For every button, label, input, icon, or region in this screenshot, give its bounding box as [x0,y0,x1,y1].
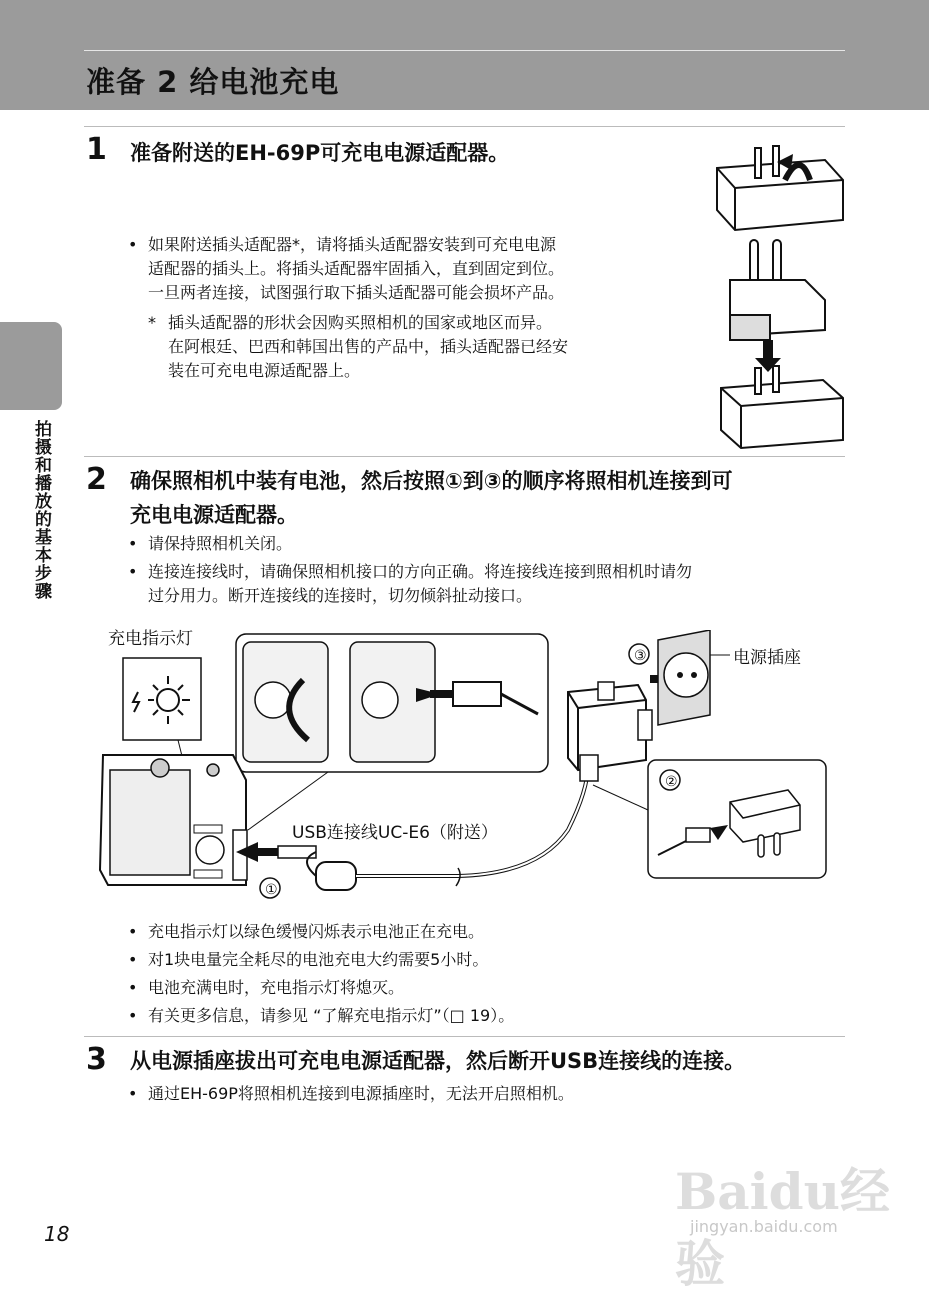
step3-bullet-text: 通过EH-69P将照相机连接到电源插座时，无法开启照相机。 [148,1084,574,1103]
lamp-icon [157,689,179,711]
step2-bullet-after [128,920,848,944]
step2-bullet-line: 请保持照相机关闭。 [148,534,293,553]
step2-title-line: 确保照相机中装有电池，然后按照①到③的顺序将照相机连接到可 [130,469,733,493]
note-star: * [148,313,156,332]
bullet-dot: • [128,922,138,941]
marker-2: ② [665,774,678,790]
step2-bullet-after-text: 充电指示灯以绿色缓慢闪烁表示电池正在充电。 [148,922,485,941]
step1-bullet-line: 适配器的插头上。将插头适配器牢固插入，直到固定到位。 [148,259,565,278]
step1-number: 1 [86,132,107,167]
step1-bullet-line: 如果附送插头适配器*，请将插头适配器安装到可充电电源 [148,235,557,254]
step2-bullet-after [128,1004,848,1028]
step2-bullet [128,560,848,608]
marker-1: ① [265,882,278,898]
bullet-dot: • [128,235,138,254]
watermark-url: jingyan.baidu.com [690,1217,838,1236]
page-number: 18 [44,1222,70,1246]
step2-title-line: 充电电源适配器。 [130,503,298,527]
side-tab [0,322,62,410]
watermark-brand: Baidu经验 [675,1162,890,1293]
step3-number: 3 [86,1042,107,1077]
header-rule [84,50,845,51]
step1-rule [84,126,845,127]
step3-bullet [128,1082,848,1106]
step1-bullet-line: 一旦两者连接，试图强行取下插头适配器可能会损坏产品。 [148,283,565,302]
step2-bullet-after-text: 对1块电量完全耗尽的电池充电大约需要5小时。 [148,950,489,969]
step1-note-line: 在阿根廷、巴西和韩国出售的产品中，插头适配器已经安 [168,337,569,356]
marker-3: ③ [634,648,647,664]
step2-bullet-line: 连接连接线时，请确保照相机接口的方向正确。将连接线连接到照相机时请勿 [148,562,693,581]
bullet-dot: • [128,562,138,581]
step2-bullet-after [128,948,848,972]
step2-bullet-line: 过分用力。断开连接线的连接时，切勿倾斜扯动接口。 [148,586,533,605]
step1-note [148,311,688,383]
bullet-dot: • [128,1084,138,1103]
step1-note-line: 装在可充电电源适配器上。 [168,361,361,380]
step1-bullet [128,233,688,305]
adapter-plug-illustration [705,140,855,455]
bullet-dot: • [128,534,138,553]
side-tab-label: 拍摄和播放的基本步骤 [31,420,51,600]
step1-note-line: 插头适配器的形状会因购买照相机的国家或地区而异。 [168,313,553,332]
step3-rule [84,1036,845,1037]
page-title: 准备 2 给电池充电 [86,65,340,99]
charge-lamp-label: 充电指示灯 [108,629,193,649]
step1-title: 准备附送的EH-69P可充电电源适配器。 [130,141,510,165]
camera-screen [110,770,190,875]
bullet-dot: • [128,1006,138,1025]
step2-number: 2 [86,462,107,497]
step2-rule [84,456,845,457]
step2-bullet [128,532,848,556]
ferrite-core [316,862,356,890]
step2-bullet-after [128,976,848,1000]
cable-label: USB连接线UC-E6（附送） [292,823,498,843]
step2-bullet-after-link[interactable]: 有关更多信息，请参见 “了解充电指示灯”（□ 19）。 [148,1006,515,1025]
bullet-dot: • [128,950,138,969]
bullet-dot: • [128,978,138,997]
step2-title [130,464,850,532]
header-band [0,0,929,110]
connection-illustration [98,630,833,910]
step3-title: 从电源插座拔出可充电电源适配器，然后断开USB连接线的连接。 [130,1049,746,1073]
step2-bullet-after-text: 电池充满电时，充电指示灯将熄灭。 [148,978,405,997]
outlet-label: 电源插座 [733,648,801,668]
